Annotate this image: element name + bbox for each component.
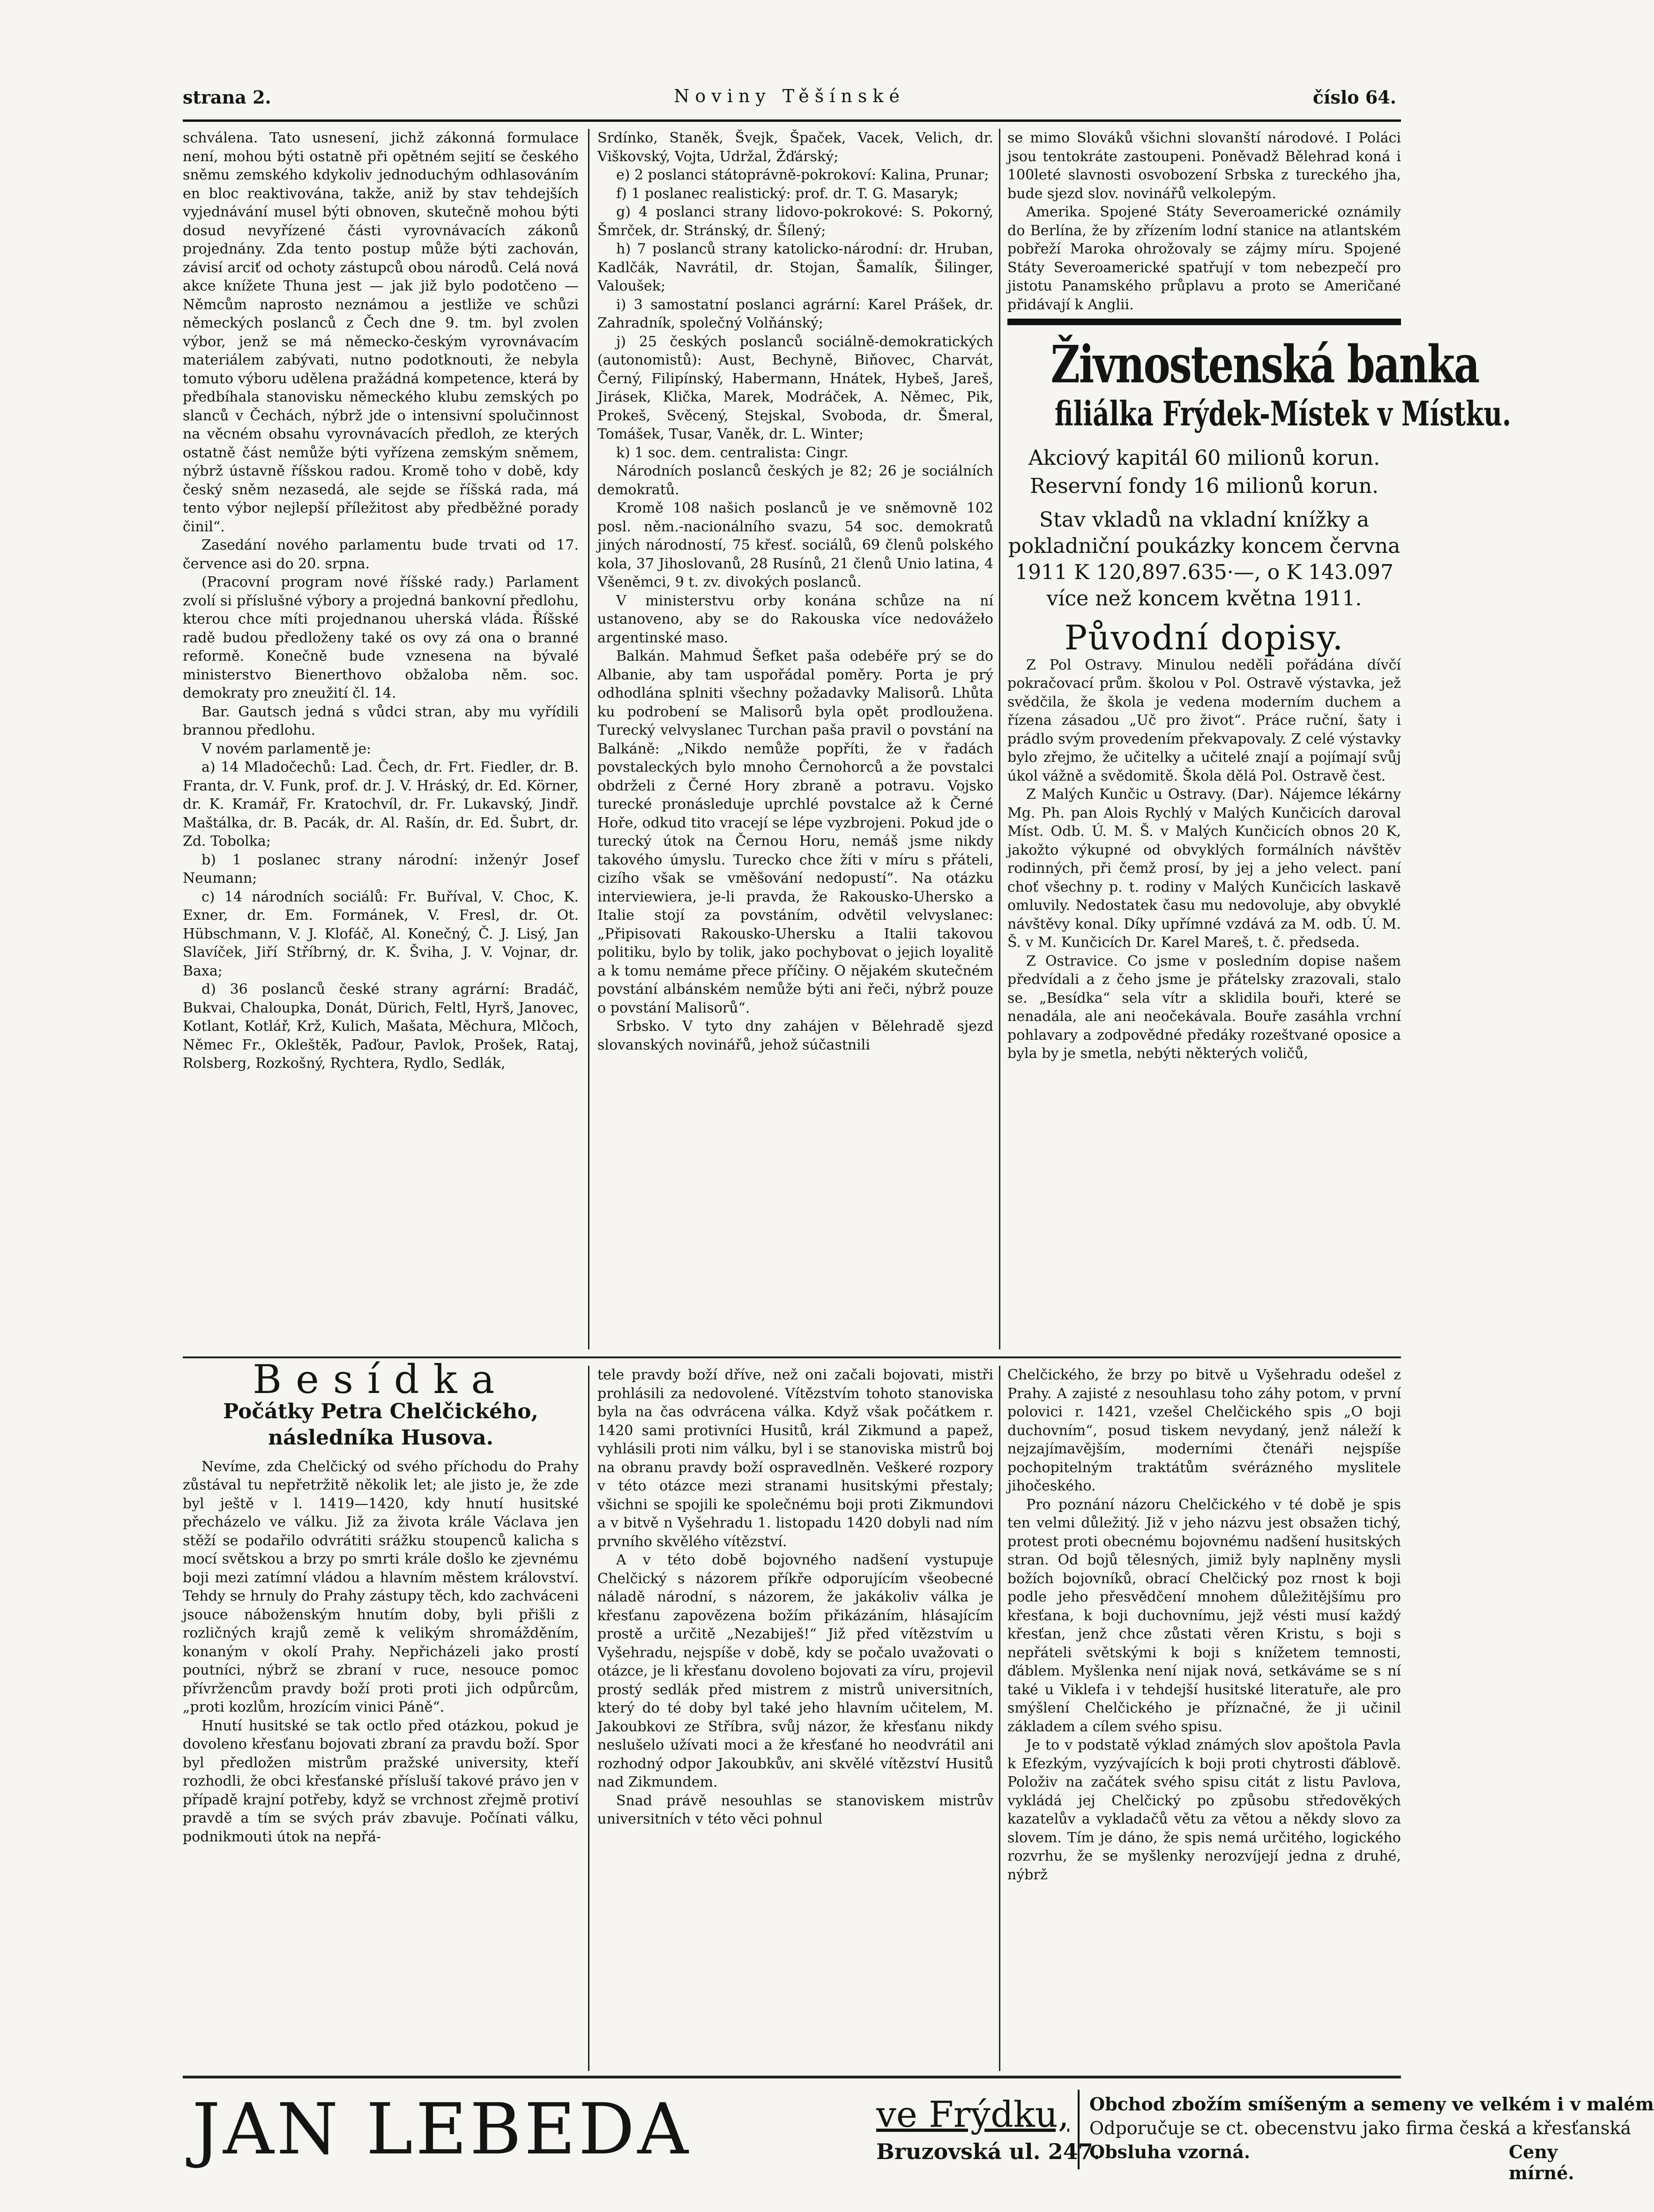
paragraph: (Pracovní program nové říšské rady.) Parlament zvolí si příslušné výbory a projedná bankovní předlohu, kterou chce míti projednanou uherská vláda. Říšské radě budou předloženy také os ovy zá ona o branné reformě. Konečně bude vznesena na bývalé ministerstvo Bienerthovo obžaloba něm. soc. demokraty pro zneužití čl. 14. bbox=[183, 574, 579, 701]
paragraph: i) 3 samostatní poslanci agrární: Karel Prášek, dr. Zahradník, společný Volňánský; bbox=[597, 296, 993, 331]
paragraph: Chelčického, že brzy po bitvě u Vyšehradu odešel z Prahy. A zajisté z nesouhlasu toho záhy potom, v první polovici r. 1421, vzešel Chelčického spis „O boji duchovním“, posud tiskem nevydaný, jenž náleží k nejzajímavějším, moderními čtenáři nejspíše pochopitelným traktátům svérázného myslitele jihočeského. bbox=[1007, 1367, 1401, 1494]
news-column-2 bbox=[597, 129, 993, 1054]
ad-shop-line-1: Obchod zbožím smíšeným a semeny ve velkém i v malém bbox=[1089, 2093, 1654, 2115]
paragraph: V novém parlamentě je: bbox=[201, 740, 372, 757]
ad-merchant-name: JAN LEBEDA bbox=[192, 2089, 691, 2170]
ad-rule bbox=[183, 2076, 1401, 2078]
bank-capital: Akciový kapitál 60 milionů korun. bbox=[1028, 446, 1380, 470]
column-divider bbox=[588, 129, 589, 1349]
paragraph: Národních poslanců českých je 82; 26 je sociálních demokratů. bbox=[597, 463, 993, 498]
paragraph: d) 36 poslanců české strany agrární: Bradáč, Bukvai, Chaloupka, Donát, Dürich, Feltl, Hyrš, Janovec, Kotlant, Kotlář, Krž, Kulich, Mašata, Měchura, Mlčoch, Němec Fr., Okleštěk, Paďour, Pavlok, Prošek, Rataj, Rolsberg, Rozkošný, Rychtera, Rydlo, Sedlák, bbox=[183, 981, 579, 1072]
paragraph: Z Ostravice. Co jsme v posledním dopise našem předvídali a z čeho jsme je přátelsky zrazovali, stalo se. „Besídka“ sela vítr a sklidila bouři, které se nenadála, ale ani neočekávala. Bouře zasáhla vrchní pohlavary a zodpovědné předáky rozeštvané oposice a byla by je smetla, nebýti některých voličů, bbox=[1007, 953, 1401, 1062]
bank-advertisement bbox=[1007, 334, 1512, 612]
paragraph: e) 2 poslanci státoprávně-pokrokoví: Kalina, Prunar; bbox=[616, 167, 989, 183]
paragraph: k) 1 soc. dem. centralista: Cingr. bbox=[616, 444, 849, 461]
paragraph: Balkán. Mahmud Šefket paša odebéře prý se do Albanie, aby tam uspořádal poměry. Porta je prý odhodlána splniti všechny požadavky Malisorů. Lhůta ku podrobení se Malisorů byla opět prodloužena. Turecký velvyslanec Turchan paša pravil o povstání na Balkáně: „Nikdo nemůže popříti, že v řadách povstaleckých bylo mnoho Černohorců a že povstalci obdrželi z Černé Hory zbraně a potravu. Vojsko turecké pronásleduje uprchlé povstalce až k Černé Hoře, odkud tito vracejí se lépe vyzbrojeni. Pokud jde o turecký útok na Černou Horu, nemáš jsme nikdy takového úmyslu. Turecko chce žíti v míru s přáteli, cizího však se vměšování nedopustí“. Na otázku interviewiera, je-li pravda, že Rakousko-Uhersko a Italie stojí za povstáním, odvětil velvyslanec: „Připisovati Rakousko-Uhersku a Italii takovou politiku, bylo by tolik, jako pochybovat o jejich loyalitě a k tomu nemáme přece příčiny. O nějakém skutečném povstání albánském nemůže býti ani řeči, nýbrž pouze o povstání Malisorů“. bbox=[597, 648, 993, 1016]
bank-name: Živnostenská banka bbox=[1051, 334, 1479, 395]
besidka-heading: Besídka bbox=[253, 1356, 509, 1402]
ad-shop-line-2: Odporučuje se ct. obecenstvu jako firma česká a křesťanská bbox=[1089, 2118, 1632, 2138]
paragraph: Bar. Gautsch jedná s vůdci stran, aby mu vyřídili brannou předlohu. bbox=[183, 703, 579, 738]
paragraph: Je to v podstatě výklad známých slov apoštola Pavla k Efezkým, vyzývajících k boji proti chytrosti ďáblově. Položiv na začátek svého spisu citát z listu Pavlova, vykládá jej Chelčický po způsobu středověkých kazatelův a vykladačů větu za větou a někdy slovo za slovem. Tím je dáno, že spis nemá určitého, logického rozvrhu, že se myšlenky nerozvíjejí jedna z druhé, nýbrž bbox=[1007, 1737, 1401, 1883]
ad-street: Bruzovská ul. 247. bbox=[876, 2139, 1101, 2164]
paragraph: Z Pol Ostravy. Minulou neděli pořádána dívčí pokračovací prům. školou v Pol. Ostravě výstavka, jež svědčila, že škola je vedena moderním duchem a řízena zásadou „Uč pro život“. Práce ruční, šaty i prádlo svým provedením překvapovaly. Z celé výstavky bylo zřejmo, že učitelky a učitelé znají a pojímají svůj úkol vážně a svědomitě. Škola dělá Pol. Ostravě čest. bbox=[1007, 656, 1401, 784]
ad-shop-line-3: Obsluha vzorná. bbox=[1089, 2141, 1251, 2162]
original-letters-heading: Původní dopisy. bbox=[1064, 618, 1344, 657]
paragraph: Kromě 108 našich poslanců je ve sněmovně 102 posl. něm.-nacionálního svazu, 54 soc. demokratů jiných národností, 75 křesť. sociálů, 69 členů polského kola, 37 Jihoslovanů, 28 Rusínů, 21 členů Unio latina, 4 Všeněmci, 9 t. zv. divokých poslanců. bbox=[597, 500, 993, 590]
paragraph: Zasedání nového parlamentu bude trvati od 17. července asi do 20. srpna. bbox=[183, 537, 579, 572]
issue-number: číslo 64. bbox=[1312, 87, 1396, 108]
paragraph: h) 7 poslanců strany katolicko-národní: dr. Hruban, Kadlčák, Navrátil, dr. Stojan, Šamalík, Šilinger, Valoušek; bbox=[597, 241, 993, 294]
column-divider bbox=[588, 1366, 589, 2071]
besidka-column-3 bbox=[1007, 1366, 1401, 1884]
paragraph: a) 14 Mladočechů: Lad. Čech, dr. Frt. Fiedler, dr. B. Franta, dr. V. Funk, prof. dr. J. V. Hráský, dr. Ed. Körner, dr. K. Kramář, Fr. Kratochvíl, dr. Fr. Lukavský, Jindř. Maštálka, dr. B. Pacák, dr. Al. Rašín, dr. Ed. Šubrt, dr. Zd. Tobolka; bbox=[183, 759, 579, 849]
paragraph: Srbsko. V tyto dny zahájen v Bělehradě sjezd slovanských novinářů, jehož súčastnili bbox=[597, 1018, 993, 1053]
paragraph: se mimo Slováků všichni slovanští národové. I Poláci jsou tentokráte zastoupeni. Poněvadž Bělehrad koná i 100leté slavnosti osvobození Srbska z tureckého jha, bude sjezd slov. novinářů velkolepým. bbox=[1007, 130, 1401, 202]
paragraph: A v této době bojovného nadšení vystupuje Chelčický s názorem příkře odporujícím všeobecné náladě národní, s názorem, že jakákoliv válka je křesťanu zapovězena božím přikázáním, hlásajícím prostě a určitě „Nezabiješ!“ Již před vítězstvím u Vyšehradu, nejspíše v době, kdy se počalo uvažovati o otázce, je li křesťanu dovoleno bojovati za víru, projevil prostý sedlák před mistrem z mistrů universitních, který do té doby byl také jeho hlavním učitelem, M. Jakoubkovi ze Stříbra, svůj názor, že křesťanu nikdy neslušelo užívati moci a že křesťané ho neodvrátil ani rozhodný odpor Jakoubkův, ani skvělé vítězství Husitů nad Zikmundem. bbox=[597, 1552, 993, 1790]
paragraph: g) 4 poslanci strany lidovo-pokrokové: S. Pokorný, Šmrček, dr. Stránský, dr. Šílený; bbox=[597, 204, 993, 239]
paragraph: Snad právě nesouhlas se stanoviskem mistrův universitních v této věci pohnul bbox=[597, 1792, 993, 1827]
paragraph: Pro poznání názoru Chelčického v té době je spis ten velmi důležitý. Již v jeho názvu jest obsažen tichý, protest proti obecnému bojovnému nadšení husitských stran. Od bojů tělesných, jimiž byly naplněny mysli božích bojovníků, obrací Chelčický poz rnost k boji podle jeho přesvědčení mnohem důležitějšímu pro křesťana, k boji duchovnímu, jejž vésti musí každý křesťan, jenž chce zůstati věren Kristu, s boji s nepřáteli světskými k boji s knížetem temnosti, ďáblem. Myšlenka není nijak nová, setkáváme se s ní také u Viklefa i v tehdejší husitské literatuře, ale pro smýšlení Chelčického je příznačné, že ji učinil základem a cílem svého spisu. bbox=[1007, 1496, 1401, 1735]
paragraph: Amerika. Spojené Státy Severoamerické oznámily do Berlína, že by zřízením lodní stanice na atlantském pobřeží Maroka ohrožovaly se zájmy míru. Spojené Státy Severoamerické spatřují v tom nebezpečí pro jistotu Panamského průplavu a proto se Američané přidávají k Anglii. bbox=[1007, 204, 1401, 313]
news-column-3 bbox=[1007, 129, 1512, 1063]
paragraph: Z Malých Kunčic u Ostravy. (Dar). Nájemce lékárny Mg. Ph. pan Alois Rychlý v Malých Kunčicích daroval Míst. Odb. Ú. M. Š. v Malých Kunčicích obnos 20 K, jakožto výkupné od obvyklých formálních návštěv rodinných, při čemž prosí, by jej a jeho velect. paní choť všechny p. t. rodiny v Malých Kunčicích laskavě omluvily. Nedostatek času mu nedovoluje, aby obvyklé návštěvy konal. Díky upřímné vzdává za M. odb. Ú. M. Š. v M. Kunčicích Dr. Karel Mareš, t. č. předseda. bbox=[1007, 786, 1401, 951]
bank-deposits: Stav vkladů na vkladní knížky a pokladniční poukázky koncem června 1911 K 120,897.635·—, o K 143.097 více než koncem května 1911. bbox=[1008, 508, 1401, 611]
column-divider bbox=[999, 129, 1000, 1349]
paragraph: schválena. Tato usnesení, jichž zákonná formulace není, mohou býti ostatně při opětném sejití se českého sněmu zemského kdykoliv jednoduchým odhlasováním en bloc reaktivována, takže, aniž by stav tehdejších vyjednávání musel býti obnoven, skutečně mohou býti dosud nevyřízené části vyrovnávacích zákonů projednány. Zda tento postup může býti zachován, závisí arciť od ochoty zástupců obou národů. Celá nová akce knížete Thuna jest — jak již bylo podotčeno — Němcům naprosto neznámou a jestliže ve schůzi německých poslanců z Čech dne 9. tm. byl zvolen výbor, jenž se má německo-českým vyrovnávacím materiálem zabývati, nutno podotknouti, že nebyla tomuto výboru udělena pražádná kompetence, která by předbíhala stanovisku německého klubu zemských po slanců v Čechách, nýbrž jde o intensivní spolučinnost na věcném obsahu vyrovnávacích předloh, ze kterých ostatně část nemůže býti vyřízena zemským sněmem, nýbrž ústavně říšskou radou. Kromě toho v době, kdy český sněm nezasedá, ale sejde se říšská rada, má tento výbor nejlepší příležitost aby předběžné porady činil“. bbox=[183, 130, 579, 535]
paragraph: V ministerstvu orby konána schůze na ní ustanoveno, aby se do Rakouska více nedovážeło argentinské maso. bbox=[597, 592, 993, 646]
paragraph: Srdínko, Staněk, Švejk, Špaček, Vacek, Velich, dr. Viškovský, Vojta, Udržal, Žďárský; bbox=[597, 130, 993, 165]
lebeda-advertisement bbox=[183, 2085, 1654, 2183]
bank-branch: filiálka Frýdek-Místek v Místku. bbox=[1054, 394, 1512, 433]
paragraph: tele pravdy boží dříve, než oni začali bojovati, mistři prohlásili za nedovolené. Vítězstvím tohoto stanoviska byla na čas odvrácena válka. Když však počátkem r. 1420 sami protivníci Husitů, král Zikmund a papež, vyhlásili proti nim válku, byl i se stanoviska mistrů boj na obranu pravdy boží ospravedlněn. Veškeré rozpory v této otázce mezi stranami husitskými přestaly; všichni se spojili ke společnému boji proti Zikmundovi a v bitvě n Vyšehradu 1. listopadu 1420 dobyli nad ním prvního skvělého vítězství. bbox=[597, 1367, 993, 1550]
paragraph: Nevíme, zda Chelčický od svého příchodu do Prahy zůstával tu nepřetržitě několik let; ale jisto je, že zde byl ještě v l. 1419—1420, kdy hnutí husitské přecházelo ve válku. Již za života krále Václava jen stěží se podařilo odvrátiti srážku stoupenců kalicha s mocí světskou a brzy po smrti krále došlo ke zjevnému boji mezi zatímní vládou a hlavním městem království. Tehdy se hrnuly do Prahy zástupy těch, kdo zachváceni jsouce náboženským hnutím doby, byli přišli z rozličných krajů země k velikým shromážděním, konaným v okolí Prahy. Nepřicházeli jako prostí poutníci, nýbrž se zbraní v ruce, nesouce pomoc přívržencům pravdy boží proti proti jich odpůrcům, „proti kozlům, hrozícím vinici Páně“. bbox=[183, 1458, 579, 1715]
paragraph: j) 25 českých poslanců sociálně-demokratických (autonomistů): Aust, Bechyně, Biňovec, Charvát, Černý, Filipínský, Habermann, Hnátek, Hybeš, Jareš, Jirásek, Klička, Marek, Modráček, A. Němec, Pik, Prokeš, Svěcený, Stejskal, Svoboda, dr. Šmeral, Tomášek, Tusar, Vaněk, dr. L. Winter; bbox=[597, 333, 993, 442]
besidka-column-2 bbox=[597, 1366, 993, 1829]
news-column-1 bbox=[183, 129, 579, 1073]
paragraph: b) 1 poslanec strany národní: inženýr Josef Neumann; bbox=[183, 851, 579, 886]
newspaper-title: Noviny Těšínské bbox=[674, 86, 905, 106]
page-header bbox=[183, 82, 1396, 115]
page-number: strana 2. bbox=[183, 87, 271, 108]
article-title: Počátky Petra Chelčického, následníka Husova. bbox=[223, 1399, 538, 1450]
column-divider bbox=[999, 1366, 1000, 2071]
bank-ad-top-rule bbox=[1007, 319, 1401, 325]
paragraph: Hnutí husitské se tak octlo před otázkou, pokud je dovoleno křesťanu bojovati zbraní za pravdu boží. Spor byl předložen mistrům pražské university, kteří rozhodli, že obci křesťanské přísluší takové právo jen v případě krajní potřeby, když se vrchnost zřejmě protiví pravdě a tím se svých práv zbavuje. Počínati válku, podnikmouti útok na nepřá- bbox=[183, 1717, 579, 1845]
bank-reserves: Reservní fondy 16 milionů korun. bbox=[1029, 474, 1379, 498]
header-rule bbox=[183, 119, 1401, 122]
ad-town: ve Frýdku, bbox=[876, 2093, 1069, 2135]
paragraph: c) 14 národních sociálů: Fr. Buříval, V. Choc, K. Exner, dr. Em. Formánek, V. Fresl, dr. Ot. Hübschmann, V. J. Klofáč, Al. Konečný, Č. J. Lisý, Jan Slavíček, Jiří Stříbrný, dr. K. Šviha, J. V. Vojnar, dr. Baxa; bbox=[183, 888, 579, 979]
besidka-column-1 bbox=[183, 1356, 579, 1846]
ad-divider bbox=[1078, 2090, 1080, 2169]
paragraph: f) 1 poslanec realistický: prof. dr. T. G. Masaryk; bbox=[616, 185, 959, 202]
ad-shop-line-4: Ceny mírné. bbox=[1509, 2141, 1574, 2183]
